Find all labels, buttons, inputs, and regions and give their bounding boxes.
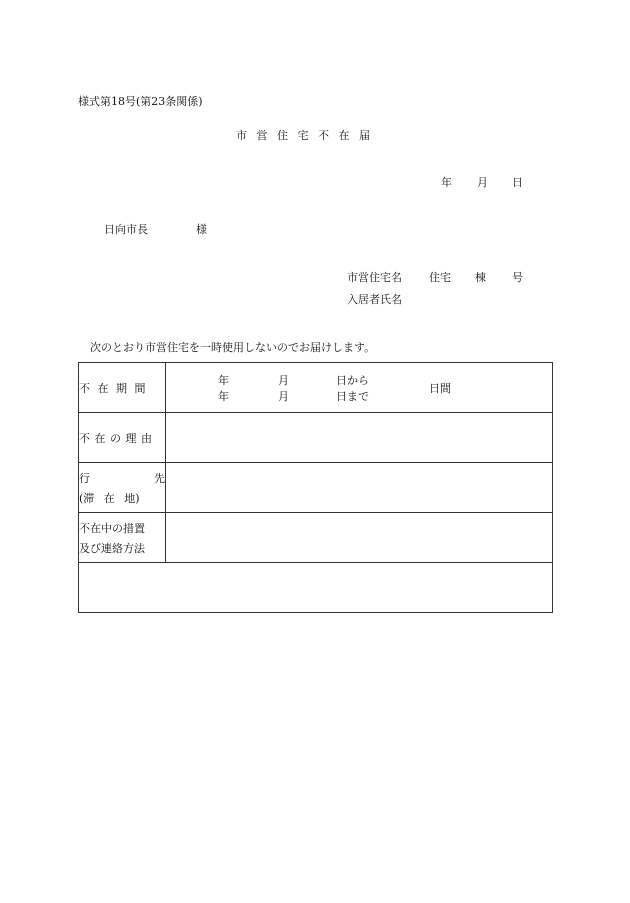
period-label: 不 在 期 間 [79,381,146,395]
period-until-label: 日まで [336,390,369,403]
destination-label-line-1 [79,470,165,486]
form-number: 様式第18号(第23条関係) [78,95,203,108]
table-row [79,413,553,463]
table-row [79,363,553,413]
period-days-label: 日間 [429,382,451,395]
absence-form-table [78,362,553,613]
reason-input-cell[interactable] [166,413,553,463]
table-row [79,463,553,513]
destination-input-cell[interactable] [166,463,553,513]
building-suffix: 棟 [475,271,486,284]
housing-name-label: 市営住宅名 [347,271,402,284]
date-day: 日 [512,176,523,189]
addressee-name: 日向市長 [104,223,148,236]
resident-name-label: 入居者氏名 [347,293,402,306]
measures-label-cell [79,513,166,563]
unit-suffix: 号 [512,271,523,284]
period-input-cell[interactable] [166,363,553,413]
reason-label: 不 在 の 理 由 [79,431,152,445]
measures-input-cell[interactable] [166,513,553,563]
table-row [79,513,553,563]
remarks-input-cell[interactable] [79,563,553,613]
measures-label-line-1: 不在中の措置 [79,521,145,535]
period-from-month: 月 [278,374,289,387]
destination-label-b: 先 [154,471,165,485]
period-from-label: 日から [336,374,369,387]
addressee-honorific: 様 [196,223,207,236]
period-from-year: 年 [218,374,229,387]
page-title: 市 営 住 宅 不 在 届 [236,129,370,142]
period-until-year: 年 [218,390,229,403]
date-month: 月 [477,176,488,189]
date-year: 年 [441,176,452,189]
reason-label-cell [79,413,166,463]
destination-label-a: 行 [79,471,90,485]
table-row [79,563,553,613]
period-until-month: 月 [278,390,289,403]
measures-label-line-2: 及び連絡方法 [79,541,145,555]
destination-label-line-2: (滞 在 地) [79,491,140,505]
destination-label-cell [79,463,166,513]
period-label-cell [79,363,166,413]
intro-text: 次のとおり市営住宅を一時使用しないのでお届けします。 [90,341,376,354]
housing-suffix: 住宅 [429,271,451,284]
